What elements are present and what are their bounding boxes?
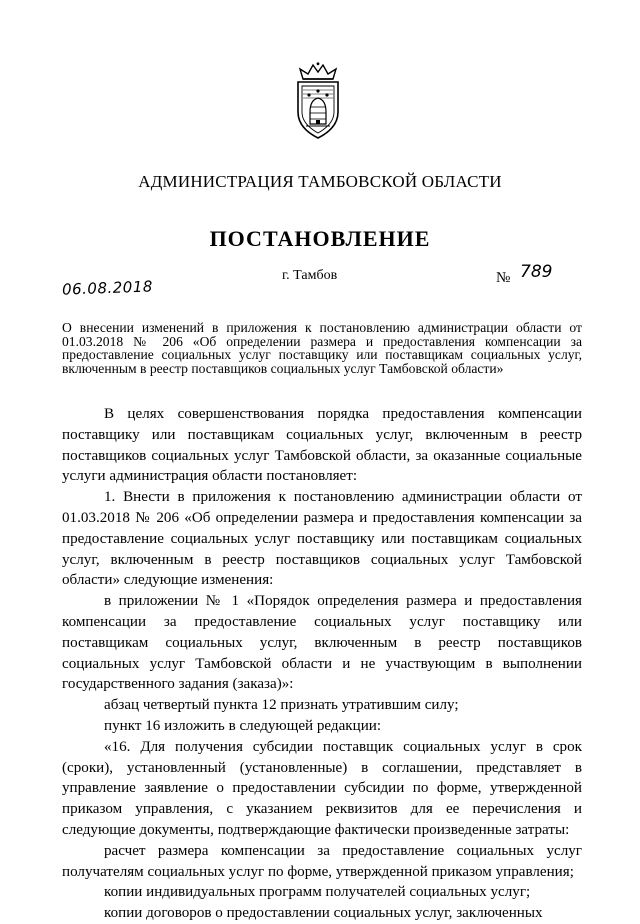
body-paragraph: В целях совершенствования порядка предоставления компенсации поставщику или поставщикам социальных услуг, включенным в реестр поставщиков социальных услуг Тамбовской области, за оказанные социальные услуги администрация области постановляет: bbox=[62, 406, 582, 485]
body-paragraph: 1. Внести в приложения к постановлению администрации области от 01.03.2018 № 206 «Об определении размера и предоставления компенсации за предоставление социальных услуг поставщику или поставщикам социальных услуг, включенным в реестр поставщиков социальных услуг Тамбовской области» следующие изменения: bbox=[62, 489, 582, 589]
body-paragraph: пункт 16 изложить в следующей редакции: bbox=[104, 717, 382, 734]
body-paragraph: в приложении № 1 «Порядок определения размера и предоставления компенсации за предоставление социальных услуг поставщику или поставщикам социальных услуг, включенным в реестр поставщиков социальных услуг Тамбовской области и не участвующим в выполнении государственного задания (заказа)»: bbox=[62, 593, 582, 693]
document-date: 06.08.2018 bbox=[61, 277, 154, 299]
body-paragraph: копии индивидуальных программ получателей социальных услуг; bbox=[104, 884, 531, 901]
organization-name: АДМИНИСТРАЦИЯ ТАМБОВСКОЙ ОБЛАСТИ bbox=[138, 172, 502, 191]
body-paragraph: «16. Для получения субсидии поставщик социальных услуг в срок (сроки), установленный (установленные) в соглашении, представляет в управление заявление о предоставлении субсидии по форме, утвержденной приказом управления, с указанием реквизитов для ее перечисления и следующие документы, подтверждающие фактически произведенные затраты: bbox=[62, 738, 582, 838]
number-label: № bbox=[496, 270, 511, 286]
body-paragraph: копии договоров о предоставлении социальных услуг, заключенных bbox=[104, 905, 543, 922]
body-paragraph: абзац четвертый пункта 12 признать утратившим силу; bbox=[104, 697, 459, 714]
document-subject: О внесении изменений в приложения к постановлению администрации области от 01.03.2018 № 206 «Об определении размера и предоставления компенсации за предоставление социальных услуг поставщику или поставщикам социальных услуг, включенным в реестр поставщиков социальных услуг Тамбовской области» bbox=[62, 320, 582, 376]
document-number: 789 bbox=[520, 262, 553, 282]
document-body bbox=[62, 404, 582, 924]
document-type: ПОСТАНОВЛЕНИЕ bbox=[209, 226, 431, 251]
document-city: г. Тамбов bbox=[282, 268, 338, 283]
body-paragraph: расчет размера компенсации за предоставление социальных услуг получателям социальных услуг по форме, утвержденной приказом управления; bbox=[62, 842, 582, 880]
tambov-coat-of-arms-icon bbox=[288, 62, 348, 140]
